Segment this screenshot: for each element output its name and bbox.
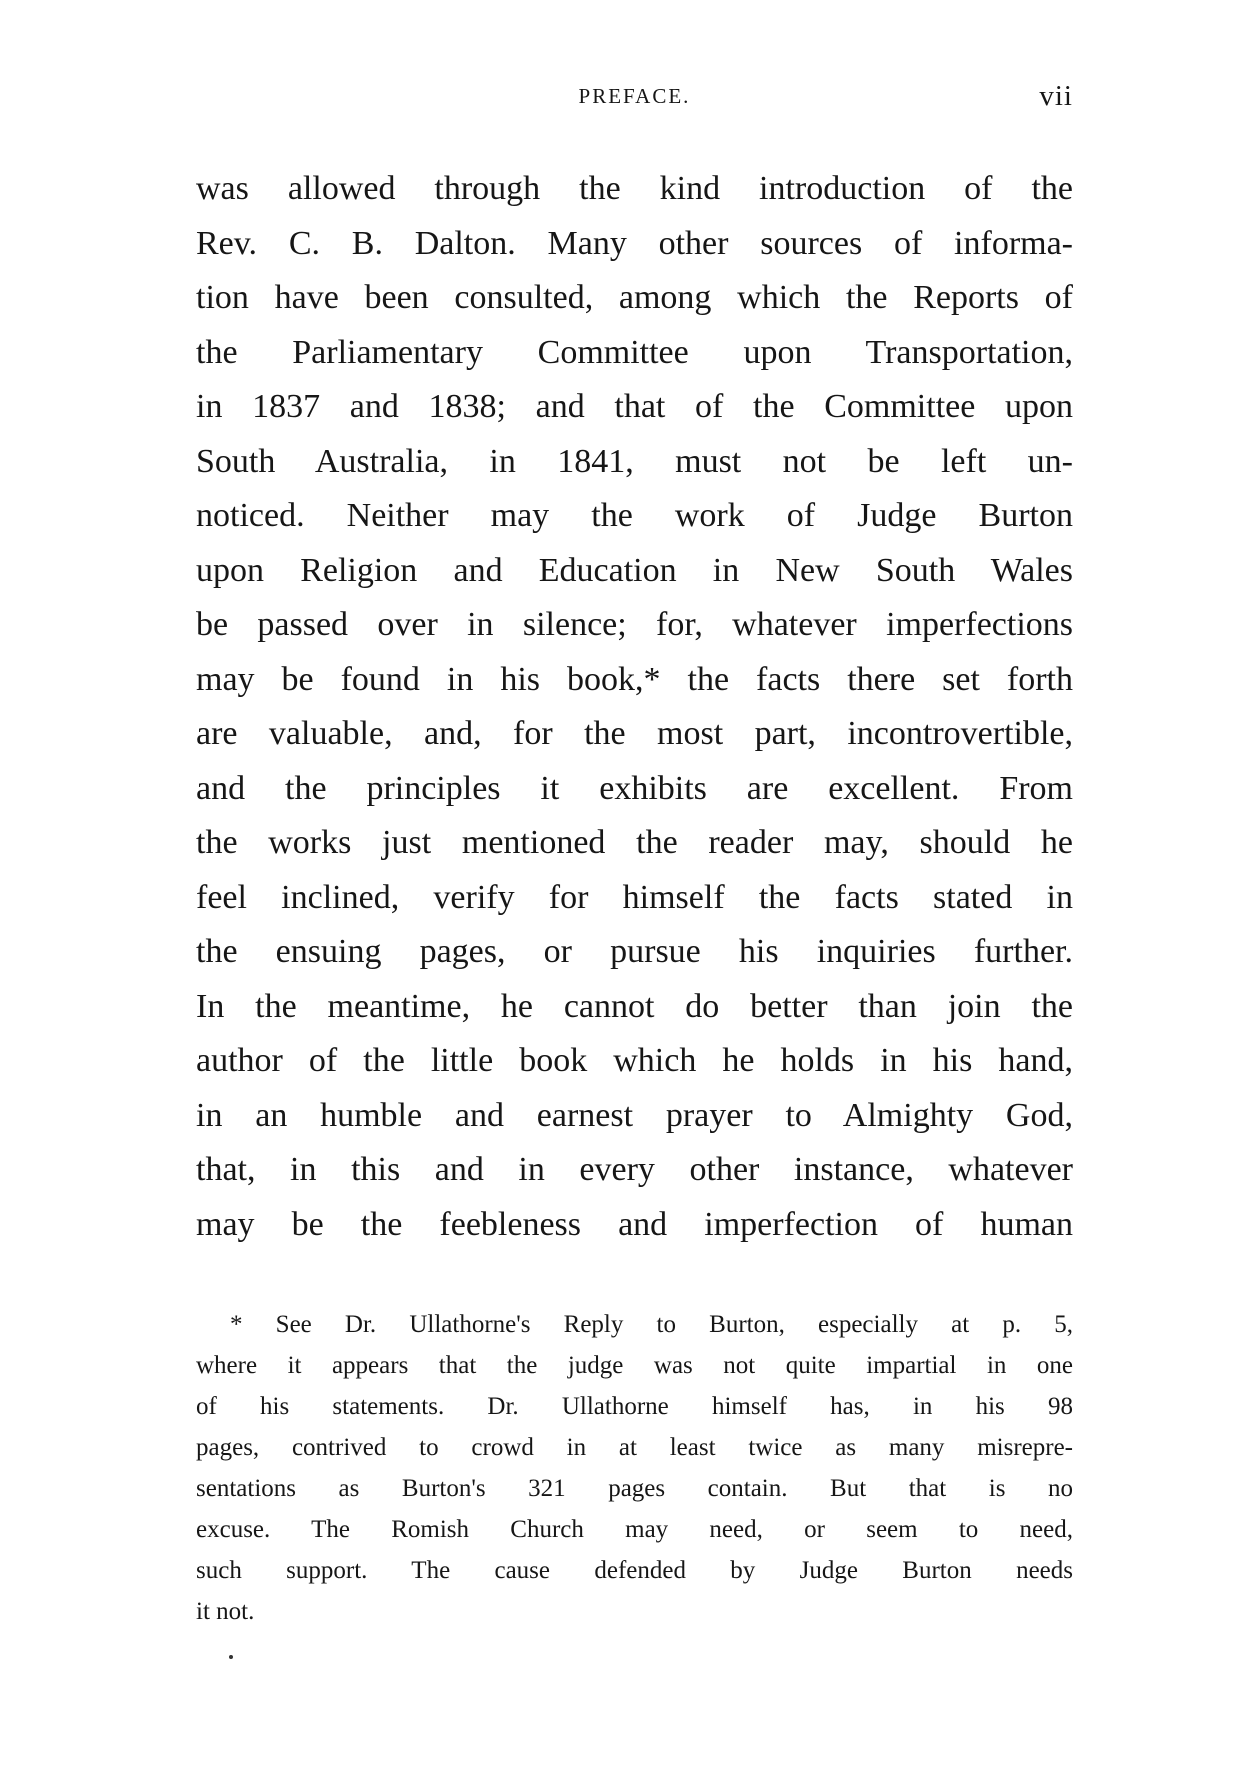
body-line: upon Religion and Education in New South Wales	[196, 551, 1073, 589]
body-line: South Australia, in 1841, must not be left un-	[196, 442, 1073, 480]
body-line: was allowed through the kind introduction of the	[196, 170, 1073, 207]
footnote-line: of his statements. Dr. Ullathorne himself has, in his 98	[196, 1393, 1073, 1420]
footnote	[196, 1304, 1073, 1632]
body-line: In the meantime, he cannot do better than join the	[196, 987, 1073, 1025]
body-line: in an humble and earnest prayer to Almighty God,	[196, 1096, 1073, 1134]
page-number: vii	[1039, 80, 1073, 112]
body-line: are valuable, and, for the most part, incontrovertible,	[196, 715, 1073, 752]
body-line: may be the feebleness and imperfection of human	[196, 1205, 1073, 1243]
body-line: the Parliamentary Committee upon Transportation,	[196, 333, 1073, 371]
body-line: noticed. Neither may the work of Judge Burton	[196, 497, 1073, 534]
footnote-line: excuse. The Romish Church may need, or seem to need,	[196, 1516, 1073, 1543]
body-line: that, in this and in every other instance, whatever	[196, 1151, 1073, 1188]
body-text	[196, 162, 1073, 1252]
running-head	[196, 80, 1073, 124]
footnote-line: pages, contrived to crowd in at least twice as many misrepre-	[196, 1434, 1073, 1461]
body-line: tion have been consulted, among which the Reports of	[196, 279, 1073, 316]
body-line: author of the little book which he holds in his hand,	[196, 1042, 1073, 1079]
footnote-line: * See Dr. Ullathorne's Reply to Burton, especially at p. 5,	[230, 1311, 1073, 1338]
body-line: Rev. C. B. Dalton. Many other sources of informa-	[196, 224, 1073, 262]
print-speck	[229, 1655, 233, 1659]
running-title: PREFACE.	[578, 84, 691, 108]
body-line: in 1837 and 1838; and that of the Committee upon	[196, 388, 1073, 425]
body-line: may be found in his book,* the facts there set forth	[196, 660, 1073, 698]
footnote-line: sentations as Burton's 321 pages contain. But that is no	[196, 1475, 1073, 1502]
body-line: the works just mentioned the reader may, should he	[196, 824, 1073, 861]
footnote-line: it not.	[196, 1598, 255, 1625]
footnote-line: where it appears that the judge was not quite impartial in one	[196, 1352, 1073, 1379]
body-line: the ensuing pages, or pursue his inquiries further.	[196, 933, 1073, 970]
body-line: and the principles it exhibits are excellent. From	[196, 769, 1073, 807]
footnote-line: such support. The cause defended by Judge Burton needs	[196, 1557, 1073, 1584]
body-line: feel inclined, verify for himself the facts stated in	[196, 878, 1073, 916]
body-line: be passed over in silence; for, whatever imperfections	[196, 606, 1073, 643]
